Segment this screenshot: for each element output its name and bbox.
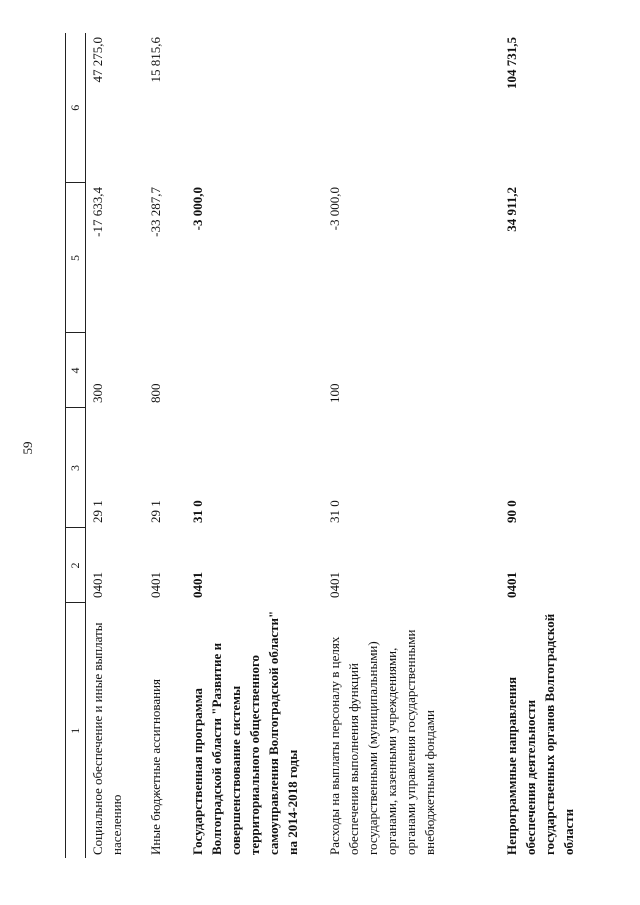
row-expense-type: 300 [90,383,105,403]
rotated-table-container [65,33,585,858]
row-total-amount: 15 815,6 [148,37,163,83]
header-col-4: 4 [66,333,86,408]
row-name: Непрограммные направления обеспечения деятельности государственных органов Волгоградской области [504,613,576,855]
header-col-6: 6 [66,33,86,183]
row-name: Социальное обеспечение и иные выплаты населению [90,622,124,855]
row-section-code: 0401 [327,572,342,598]
row-change-amount: -3 000,0 [327,187,342,231]
header-col-3: 3 [66,408,86,528]
row-program-code: 31 0 [327,500,342,523]
header-col-2: 2 [66,528,86,603]
row-change-amount: -17 633,4 [90,187,105,237]
row-change-amount: 34 911,2 [504,187,519,232]
header-col-5: 5 [66,183,86,333]
row-section-code: 0401 [504,572,519,598]
row-expense-type: 100 [327,383,342,403]
row-name: Иные бюджетные ассигнования [148,678,163,855]
page-number: 59 [20,441,35,455]
row-section-code: 0401 [148,572,163,598]
row-name: Государственная программа Волгоградской области "Развитие и совершенствование системы территориального общественного самоуправления Волгоградской области" на 2014-2018 годы [190,610,300,855]
row-total-amount: 104 731,5 [504,37,519,89]
row-expense-type: 800 [148,383,163,403]
table-row [86,33,145,858]
table-row [323,33,500,858]
row-program-code: 90 0 [504,500,519,523]
row-program-code: 31 0 [190,500,205,523]
row-section-code: 0401 [90,572,105,598]
row-name: Расходы на выплаты персоналу в целях обеспечения выполнения функций государственными (муниципальными) органами, казенными учреждениями, органами управления государственными внебюджетными фондами [327,629,437,855]
table-row [144,33,186,858]
header-col-1: 1 [66,603,86,858]
row-change-amount: -33 287,7 [148,187,163,237]
row-expense-type [500,333,592,408]
table-header-row [66,33,86,858]
table-row [500,33,592,858]
row-program-code: 29 1 [90,500,105,523]
row-program-code: 29 1 [148,500,163,523]
row-total-amount [323,33,500,183]
row-change-amount: -3 000,0 [190,187,205,231]
row-expense-type [186,333,323,408]
row-section-code: 0401 [190,572,205,598]
row-total-amount: 47 275,0 [90,37,105,83]
budget-table [65,33,592,858]
table-row [186,33,323,858]
row-total-amount [186,33,323,183]
